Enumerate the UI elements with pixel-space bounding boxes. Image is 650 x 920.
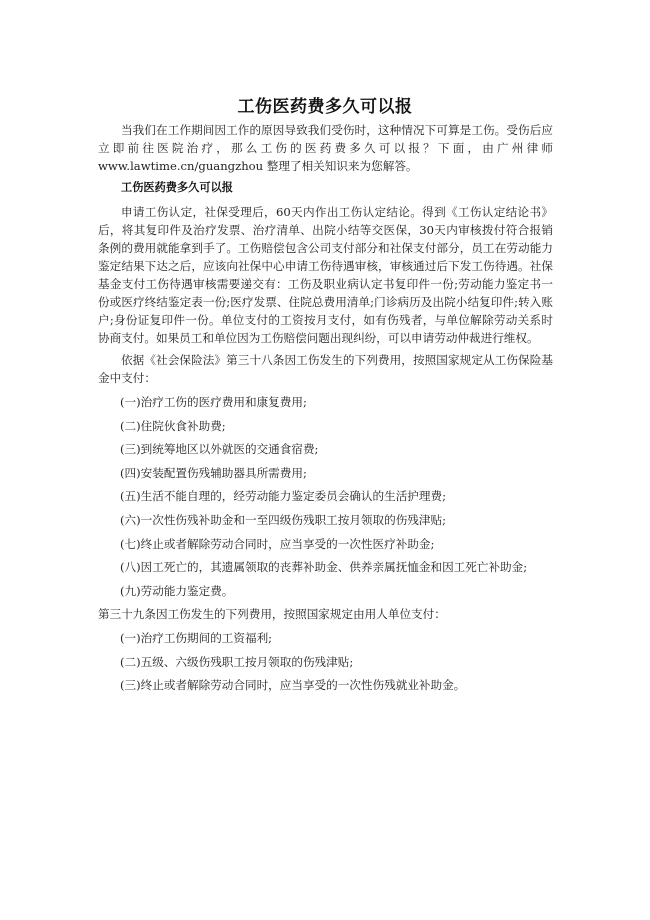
list-item: (三)终止或者解除劳动合同时，应当享受的一次性伤残就业补助金。 <box>120 678 466 693</box>
paragraph-fund-payment-intro: 依据《社会保险法》第三十八条因工伤发生的下列费用，按照国家规定从工伤保险基金中支付： <box>98 353 553 385</box>
list-item: (四)安装配置伤残辅助器具所需费用; <box>120 465 307 480</box>
document-title: 工伤医药费多久可以报 <box>237 97 413 117</box>
list-item: (九)劳动能力鉴定费。 <box>120 583 234 598</box>
list-item: (七)终止或者解除劳动合同时，应当享受的一次性医疗补助金; <box>120 536 435 551</box>
list-item: (二)五级、六级伤残职工按月领取的伤残津贴; <box>120 654 354 669</box>
list-item: (八)因工死亡的，其遗属领取的丧葬补助金、供养亲属抚恤金和因工死亡补助金; <box>120 560 528 575</box>
list-item: (五)生活不能自理的，经劳动能力鉴定委员会确认的生活护理费; <box>120 489 446 504</box>
list-item: (一)治疗工伤期间的工资福利; <box>120 630 273 645</box>
paragraph-application-process: 申请工伤认定，社保受理后，60天内作出工伤认定结论。得到《工伤认定结论书》后，将其复印件及治疗发票、治疗清单、出院小结等交医保，30天内审核拨付符合报销条例的费用就能拿到手了。工伤赔偿包含公司支付部分和社保支付部分，员工在劳动能力鉴定结果下达之后，应该向社保中心申请工伤待遇审核，审核通过后下发工伤待遇。社保基金支付工伤待遇审核需要递交有：工伤及职业病认定书复印件一份;劳动能力鉴定书一份或医疗终结鉴定表一份;医疗发票、住院总费用清单;门诊病历及出院小结复印件;转入账户;身份证复印件一份。单位支付的工资按月支付，如有伤残者，与单位解除劳动关系时协商支付。如果员工和单位因为工伤赔偿问题出现纠纷，可以申请劳动仲裁进行维权。 <box>98 205 553 345</box>
list-item: (六)一次性伤残补助金和一至四级伤残职工按月领取的伤残津贴; <box>120 512 446 527</box>
employer-payment-list <box>98 629 553 694</box>
list-item: (二)住院伙食补助费; <box>120 418 226 433</box>
fund-payment-list <box>98 393 553 600</box>
intro-paragraph: 当我们在工作期间因工作的原因导致我们受伤时，这种情况下可算是工伤。受伤后应立即前往医院治疗，那么工伤的医药费多久可以报？下面，由广州律师 www.lawtime.cn/guangzhou 整理了相关知识来为您解答。 <box>98 123 553 173</box>
section-subheading: 工伤医药费多久可以报 <box>121 181 233 194</box>
document-body <box>98 121 553 700</box>
paragraph-employer-payment-intro: 第三十九条因工伤发生的下列费用，按照国家规定由用人单位支付： <box>98 607 446 622</box>
list-item: (三)到统筹地区以外就医的交通食宿费; <box>120 442 319 457</box>
list-item: (一)治疗工伤的医疗费用和康复费用; <box>120 395 307 409</box>
